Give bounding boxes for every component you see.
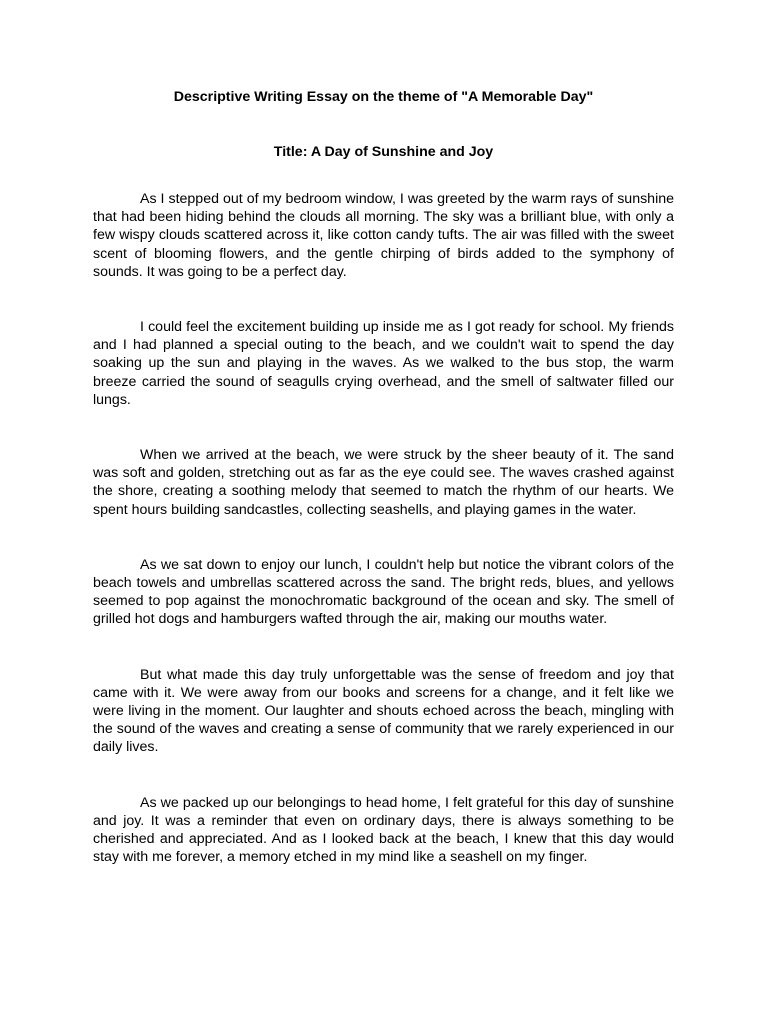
essay-paragraph-1: As I stepped out of my bedroom window, I was greeted by the warm rays of sunshine that had been hiding behind the clouds all morning. The sky was a brilliant blue, with only a few wispy clouds scattered across it, like cotton candy tufts. The air was filled with the sweet scent of blooming flowers, and the gentle chirping of birds added to the symphony of sounds. It was going to be a perfect day. bbox=[93, 191, 674, 280]
essay-paragraph-3: When we arrived at the beach, we were struck by the sheer beauty of it. The sand was soft and golden, stretching out as far as the eye could see. The waves crashed against the shore, creating a soothing melody that seemed to match the rhythm of our hearts. We spent hours building sandcastles, collecting seashells, and playing games in the water. bbox=[93, 447, 674, 518]
document-heading: Descriptive Writing Essay on the theme of "A Memorable Day" bbox=[173, 89, 594, 105]
essay-title: Title: A Day of Sunshine and Joy bbox=[273, 144, 494, 160]
document-page bbox=[93, 88, 674, 866]
essay-paragraph-2: I could feel the excitement building up inside me as I got ready for school. My friends and I had planned a special outing to the beach, and we couldn't wait to spend the day soaking up the sun and playing in the waves. As we walked to the bus stop, the warm breeze carried the sound of seagulls crying overhead, and the smell of saltwater filled our lungs. bbox=[93, 319, 674, 408]
essay-paragraph-5: But what made this day truly unforgettable was the sense of freedom and joy that came with it. We were away from our books and screens for a change, and it felt like we were living in the moment. Our laughter and shouts echoed across the beach, mingling with the sound of the waves and creating a sense of community that we rarely experienced in our daily lives. bbox=[93, 666, 674, 756]
essay-paragraph-4: As we sat down to enjoy our lunch, I couldn't help but notice the vibrant colors of the beach towels and umbrellas scattered across the sand. The bright reds, blues, and yellows seemed to pop against the monochromatic background of the ocean and sky. The smell of grilled hot dogs and hamburgers wafted through the air, making our mouths water. bbox=[93, 556, 674, 628]
essay-paragraph-6: As we packed up our belongings to head home, I felt grateful for this day of sunshine and joy. It was a reminder that even on ordinary days, there is always something to be cherished and appreciated. And as I looked back at the beach, I knew that this day would stay with me forever, a memory etched in my mind like a seashell on my finger. bbox=[93, 794, 674, 866]
